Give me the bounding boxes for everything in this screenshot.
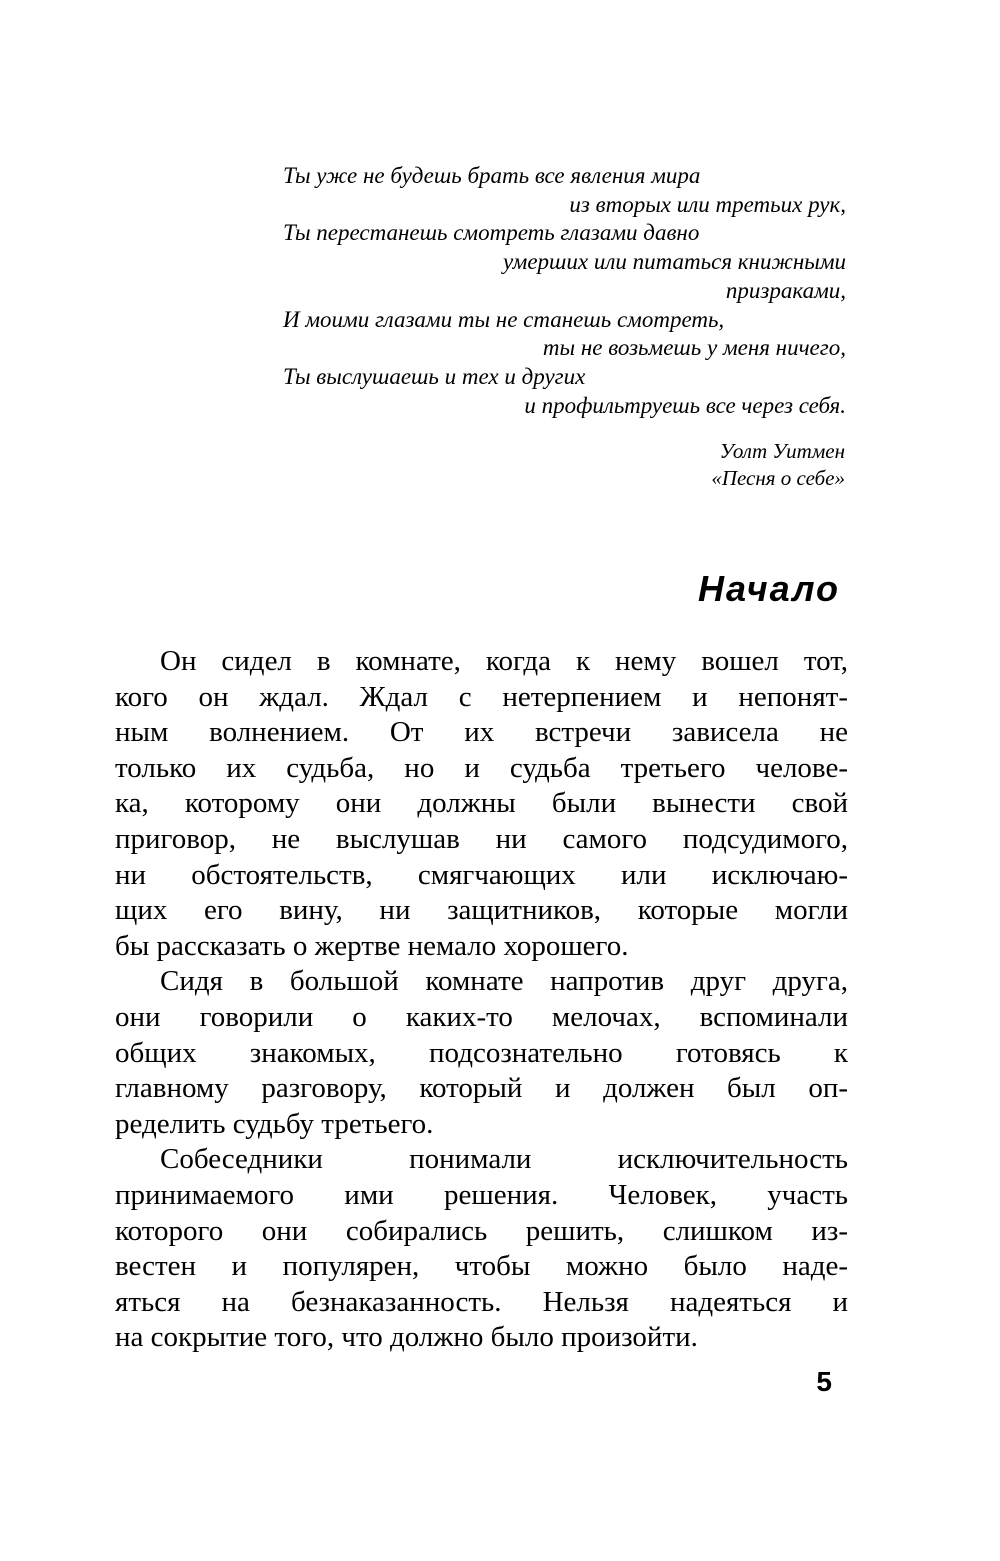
chapter-title: Начало <box>697 568 840 609</box>
epigraph-line: ты не возьмешь у меня ничего, <box>542 335 846 361</box>
paragraph <box>115 1142 848 1356</box>
text-line: только их судьба, но и судьба третьего челове- <box>115 751 848 784</box>
text-line: яться на безнаказанность. Нельзя надеяться и <box>115 1285 848 1318</box>
paragraph <box>115 964 848 1142</box>
text-line: щих его вину, ни защитников, которые могли <box>115 894 848 927</box>
text-line: ределить судьбу третьего. <box>115 1107 434 1140</box>
attribution-work: «Песня о себе» <box>711 466 845 490</box>
text-line: принимаемого ими решения. Человек, участь <box>115 1178 848 1211</box>
attribution-author: Уолт Уитмен <box>719 439 845 463</box>
epigraph-line: призраками, <box>725 277 846 303</box>
epigraph-line: Ты уже не будешь брать все явления мира <box>283 163 701 188</box>
text-line: главному разговору, который и должен был оп- <box>115 1072 848 1105</box>
text-line: приговор, не выслушав ни самого подсудимого, <box>115 822 848 855</box>
epigraph-line: Ты перестанешь смотреть глазами давно <box>283 220 700 246</box>
epigraph-line: И моими глазами ты не станешь смотреть, <box>283 306 725 332</box>
page-number: 5 <box>816 1366 832 1397</box>
paragraph <box>115 644 848 964</box>
text-line: Он сидел в комнате, когда к нему вошел тот, <box>160 645 848 677</box>
text-line: ным волнением. От их встречи зависела не <box>115 716 848 749</box>
body-text <box>115 644 848 1356</box>
text-line: бы рассказать о жертве немало хорошего. <box>115 929 629 962</box>
epigraph-attribution <box>711 438 845 492</box>
text-line: ни обстоятельств, смягчающих или исключаю- <box>115 858 848 891</box>
text-line: вестен и популярен, чтобы можно было наде- <box>115 1250 848 1283</box>
text-line: они говорили о каких-то мелочах, вспоминали <box>115 1000 848 1033</box>
epigraph-line: умерших или питаться книжными <box>503 249 846 275</box>
text-line: Собеседники понимали исключительность <box>160 1143 848 1176</box>
text-line: кого он ждал. Ждал с нетерпением и непонят- <box>115 680 848 713</box>
text-line: общих знакомых, подсознательно готовясь к <box>115 1036 848 1069</box>
epigraph-line: из вторых или третьих рук, <box>569 191 846 217</box>
epigraph-line: Ты выслушаешь и тех и других <box>283 363 586 389</box>
text-line: Сидя в большой комнате напротив друг друга, <box>160 965 848 998</box>
text-line: ка, которому они должны были вынести свой <box>115 787 848 820</box>
epigraph <box>283 162 846 420</box>
text-line: на сокрытие того, что должно было произойти. <box>115 1321 698 1354</box>
text-line: которого они собирались решить, слишком из- <box>115 1214 848 1247</box>
epigraph-line: и профильтруешь все через себя. <box>524 392 846 418</box>
